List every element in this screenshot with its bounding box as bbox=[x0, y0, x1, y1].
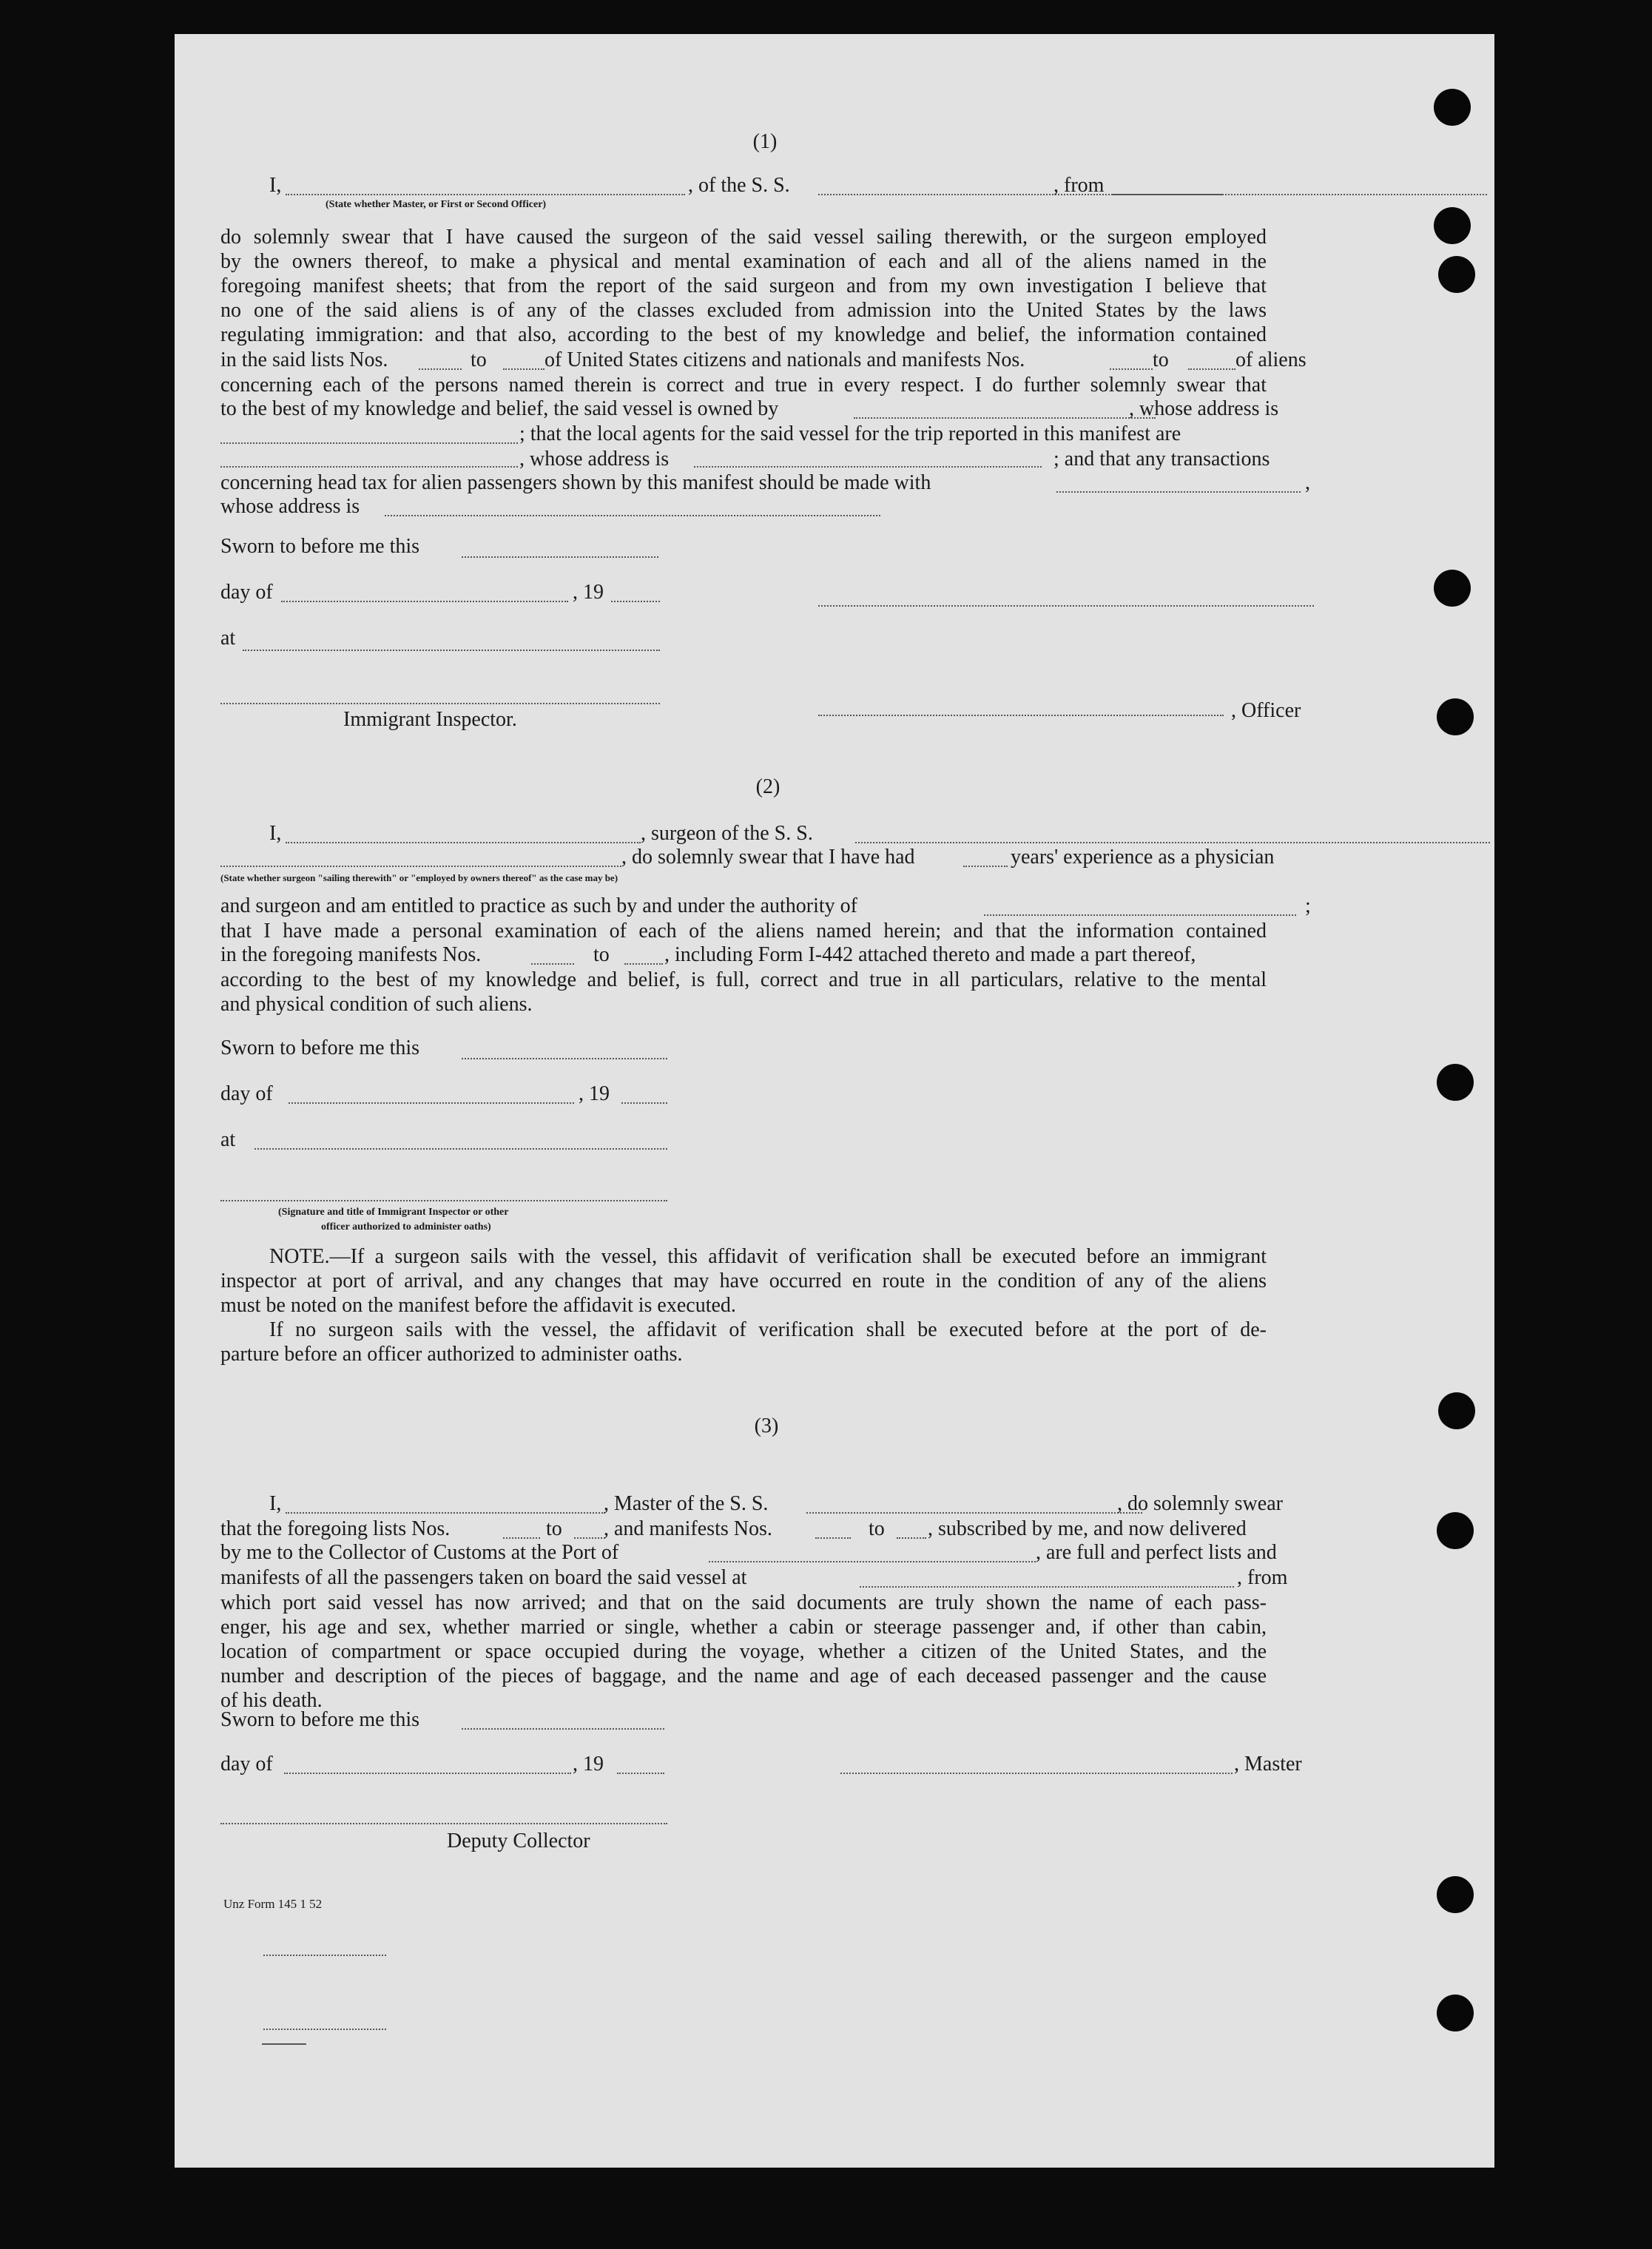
note-line: NOTE.—If a surgeon sails with the vessel, this affidavit of verification shall be executed before an immigrant bbox=[269, 1245, 1267, 1268]
officer-name-line[interactable] bbox=[818, 715, 1224, 716]
punch-hole bbox=[1438, 1392, 1475, 1429]
body-line: location of compartment or space occupied during the voyage, whether a citizen of the United States, and the bbox=[220, 1640, 1267, 1663]
note-paragraph bbox=[220, 1244, 1267, 1366]
note-line: If no surgeon sails with the vessel, the affidavit of verification shall be executed before at the port of de- bbox=[269, 1318, 1267, 1341]
inspector-label: Immigrant Inspector. bbox=[343, 708, 517, 731]
section3-body bbox=[220, 1591, 1267, 1713]
master-manifest-to-field[interactable] bbox=[897, 1537, 926, 1539]
headtax-label: concerning head tax for alien passengers shown by this manifest should be made with bbox=[220, 471, 931, 494]
body-line: regulating immigration: and that also, according to the best of my knowledge and belief, the information contained bbox=[220, 323, 1267, 346]
alien-manifest-to-field[interactable] bbox=[1188, 368, 1235, 370]
document-page bbox=[175, 34, 1494, 2168]
punch-hole bbox=[1434, 89, 1471, 126]
day-of-label: day of bbox=[220, 1753, 273, 1776]
body-line: which port said vessel has now arrived; and that on the said documents are truly shown the name of each pass- bbox=[220, 1591, 1267, 1614]
oath-pronoun: I, bbox=[269, 822, 282, 845]
lists-label: that the foregoing lists Nos. bbox=[220, 1517, 451, 1540]
agents-address-field[interactable] bbox=[694, 466, 1042, 468]
body-line: according to the best of my knowledge and belief, is full, correct and true in all particulars, relative to the mental bbox=[220, 968, 1267, 991]
sworn-month-field[interactable] bbox=[281, 601, 568, 602]
blank-line bbox=[263, 1955, 386, 1956]
to-label: to bbox=[471, 348, 487, 371]
form-identifier: Unz Form 145 1 52 bbox=[223, 1897, 323, 1911]
to-label: to bbox=[869, 1517, 885, 1540]
punch-hole bbox=[1437, 1512, 1474, 1549]
note-line: inspector at port of arrival, and any changes that may have occurred en route in the condition of any of the aliens bbox=[220, 1270, 1267, 1292]
sworn-label: Sworn to before me this bbox=[220, 1708, 420, 1731]
punch-hole bbox=[1438, 256, 1475, 293]
signature-caption: officer authorized to administer oaths) bbox=[321, 1221, 491, 1233]
sworn-month-field[interactable] bbox=[284, 1773, 571, 1774]
sworn-day-field[interactable] bbox=[462, 556, 658, 558]
body-line: do solemnly swear that I have caused the surgeon of the said vessel sailing therewith, or the surgeon employed bbox=[220, 226, 1267, 249]
agents-field[interactable] bbox=[220, 466, 518, 468]
surgeon-caption: (State whether surgeon "sailing therewith" or "employed by owners thereof" as the case may be) bbox=[220, 872, 618, 883]
surgeon-manifest-to-field[interactable] bbox=[624, 963, 663, 965]
officer-label: , Officer bbox=[1231, 699, 1301, 722]
sworn-label: Sworn to before me this bbox=[220, 1036, 420, 1059]
oath-pronoun: I, bbox=[269, 174, 282, 197]
deputy-collector-label: Deputy Collector bbox=[447, 1830, 590, 1852]
collector-signature-line[interactable] bbox=[220, 1823, 667, 1824]
citizen-list-to-field[interactable] bbox=[503, 368, 545, 370]
alien-manifest-from-field[interactable] bbox=[1110, 368, 1153, 370]
physician-label: years' experience as a physician bbox=[1011, 846, 1275, 869]
body-line: by the owners thereof, to make a physical and mental examination of each and all of the aliens named in the bbox=[220, 250, 1267, 273]
punch-hole bbox=[1437, 1876, 1474, 1913]
manifests-label: , and manifests Nos. bbox=[604, 1517, 772, 1540]
body-line: concerning each of the persons named therein is correct and true in every respect. I do further solemnly swear that bbox=[220, 374, 1267, 397]
transactions-label: ; and that any transactions bbox=[1053, 448, 1270, 471]
agents-label: ; that the local agents for the said vessel for the trip reported in this manifest are bbox=[519, 422, 1181, 445]
owner-field[interactable] bbox=[854, 417, 1156, 419]
section-number: (3) bbox=[754, 1415, 779, 1437]
form-i442-label: , including Form I-442 attached thereto and made a part thereof, bbox=[664, 943, 1196, 966]
experience-label: , do solemnly swear that I have had bbox=[621, 846, 915, 869]
agents-address-label: , whose address is bbox=[519, 448, 670, 471]
body-line: of his death. bbox=[220, 1689, 323, 1712]
owner-address-label: , whose address is bbox=[1129, 397, 1279, 420]
embarkation-port-field[interactable] bbox=[860, 1586, 1234, 1588]
authority-field[interactable] bbox=[984, 914, 1296, 916]
sworn-place-field[interactable] bbox=[243, 650, 660, 651]
surgeon-name-field[interactable] bbox=[286, 842, 641, 843]
punch-hole bbox=[1434, 207, 1471, 244]
sworn-day-field[interactable] bbox=[462, 1728, 664, 1730]
section2-body2 bbox=[220, 968, 1267, 1016]
surgeon-manifest-from-field[interactable] bbox=[531, 963, 574, 965]
citizen-list-from-field[interactable] bbox=[419, 368, 462, 370]
signature-caption: (Signature and title of Immigrant Inspector or other bbox=[278, 1207, 509, 1218]
lists-complete-label: , are full and perfect lists and bbox=[1036, 1541, 1277, 1564]
whose-address-label: whose address is bbox=[220, 495, 360, 518]
departure-port-field[interactable] bbox=[1113, 194, 1487, 195]
master-name-field[interactable] bbox=[286, 1512, 605, 1514]
authority-semicolon: ; bbox=[1305, 894, 1311, 917]
sworn-year-field[interactable] bbox=[617, 1773, 664, 1774]
officer-signature-line[interactable] bbox=[818, 605, 1314, 607]
officer-caption: (State whether Master, or First or Second Officer) bbox=[326, 199, 547, 210]
punch-hole bbox=[1437, 1995, 1474, 2031]
master-signature-line[interactable] bbox=[840, 1773, 1233, 1774]
inspector-signature-line[interactable] bbox=[220, 1200, 667, 1201]
oath-pronoun: I, bbox=[269, 1492, 282, 1515]
year-label: , 19 bbox=[579, 1082, 610, 1105]
ss-label: , of the S. S. bbox=[688, 174, 790, 197]
swear-label: , do solemnly swear bbox=[1117, 1492, 1283, 1515]
collector-label: by me to the Collector of Customs at the Port of bbox=[220, 1541, 619, 1564]
note-line: must be noted on the manifest before the affidavit is executed. bbox=[220, 1294, 736, 1317]
headtax-address-field[interactable] bbox=[385, 515, 880, 516]
master-ss-label: , Master of the S. S. bbox=[604, 1492, 769, 1515]
experience-years-field[interactable] bbox=[963, 866, 1008, 867]
subscribed-label: , subscribed by me, and now delivered bbox=[928, 1517, 1247, 1540]
body-line: no one of the said aliens is of any of the classes excluded from admission into the United States by the laws bbox=[220, 299, 1267, 322]
manifests-label: in the foregoing manifests Nos. bbox=[220, 943, 482, 966]
lists-label: in the said lists Nos. bbox=[220, 348, 388, 371]
from-label: , from bbox=[1053, 174, 1105, 197]
owned-label: to the best of my knowledge and belief, the said vessel is owned by bbox=[220, 397, 779, 420]
taken-on-board-label: manifests of all the passengers taken on board the said vessel at bbox=[220, 1566, 747, 1589]
master-list-from-field[interactable] bbox=[503, 1537, 540, 1539]
section2-body bbox=[220, 919, 1267, 943]
body-line: number and description of the pieces of baggage, and the name and age of each deceased passenger and the cause bbox=[220, 1665, 1267, 1687]
to-label: to bbox=[1153, 348, 1169, 371]
section1-body2 bbox=[220, 373, 1267, 397]
officer-title-field[interactable] bbox=[286, 194, 685, 195]
body-line: enger, his age and sex, whether married or single, whether a cabin or steerage passenger and, if other than cabin, bbox=[220, 1616, 1267, 1639]
port-field[interactable] bbox=[709, 1561, 1036, 1562]
surgeon-vessel-field[interactable] bbox=[855, 842, 1490, 843]
sworn-place-field[interactable] bbox=[254, 1148, 667, 1150]
year-label: , 19 bbox=[573, 1753, 604, 1776]
punch-hole bbox=[1437, 698, 1474, 735]
day-of-label: day of bbox=[220, 581, 273, 604]
punch-hole bbox=[1434, 570, 1471, 607]
day-of-label: day of bbox=[220, 1082, 273, 1105]
at-label: at bbox=[220, 1128, 236, 1151]
aliens-label: of aliens bbox=[1235, 348, 1307, 371]
authority-label: and surgeon and am entitled to practice as such by and under the authority of bbox=[220, 894, 857, 917]
section1-body bbox=[220, 225, 1267, 347]
body-line: foregoing manifest sheets; that from the report of the said surgeon and from my own investigation I believe that bbox=[220, 274, 1267, 297]
headtax-comma: , bbox=[1305, 471, 1310, 494]
at-label: at bbox=[220, 627, 236, 650]
citizens-label: of United States citizens and nationals and manifests Nos. bbox=[545, 348, 1025, 371]
master-label: , Master bbox=[1234, 1753, 1302, 1776]
sworn-year-field[interactable] bbox=[621, 1102, 667, 1104]
body-line: that I have made a personal examination of each of the aliens named herein; and that the information contained bbox=[220, 920, 1267, 943]
owner-address-field[interactable] bbox=[220, 442, 518, 444]
inspector-signature-line[interactable] bbox=[220, 703, 660, 704]
master-manifest-from-field[interactable] bbox=[815, 1537, 851, 1539]
master-vessel-field[interactable] bbox=[806, 1512, 1142, 1514]
ink-mark bbox=[262, 2043, 306, 2045]
section-number: (1) bbox=[752, 130, 778, 153]
headtax-contact-field[interactable] bbox=[1056, 491, 1301, 493]
surgeon-status-field[interactable] bbox=[220, 866, 621, 867]
surgeon-ss-label: , surgeon of the S. S. bbox=[641, 822, 813, 845]
sworn-label: Sworn to before me this bbox=[220, 535, 420, 558]
note-line: parture before an officer authorized to administer oaths. bbox=[220, 1343, 683, 1366]
to-label: to bbox=[546, 1517, 562, 1540]
blank-line bbox=[263, 2029, 386, 2030]
master-list-to-field[interactable] bbox=[574, 1537, 605, 1539]
body-line: and physical condition of such aliens. bbox=[220, 993, 533, 1016]
sworn-month-field[interactable] bbox=[289, 1102, 574, 1104]
year-label: , 19 bbox=[573, 581, 604, 604]
sworn-day-field[interactable] bbox=[462, 1058, 667, 1059]
sworn-year-field[interactable] bbox=[611, 601, 660, 602]
punch-hole bbox=[1437, 1064, 1474, 1101]
section-number: (2) bbox=[755, 775, 781, 798]
to-label: to bbox=[593, 943, 610, 966]
from-label: , from bbox=[1237, 1566, 1288, 1589]
